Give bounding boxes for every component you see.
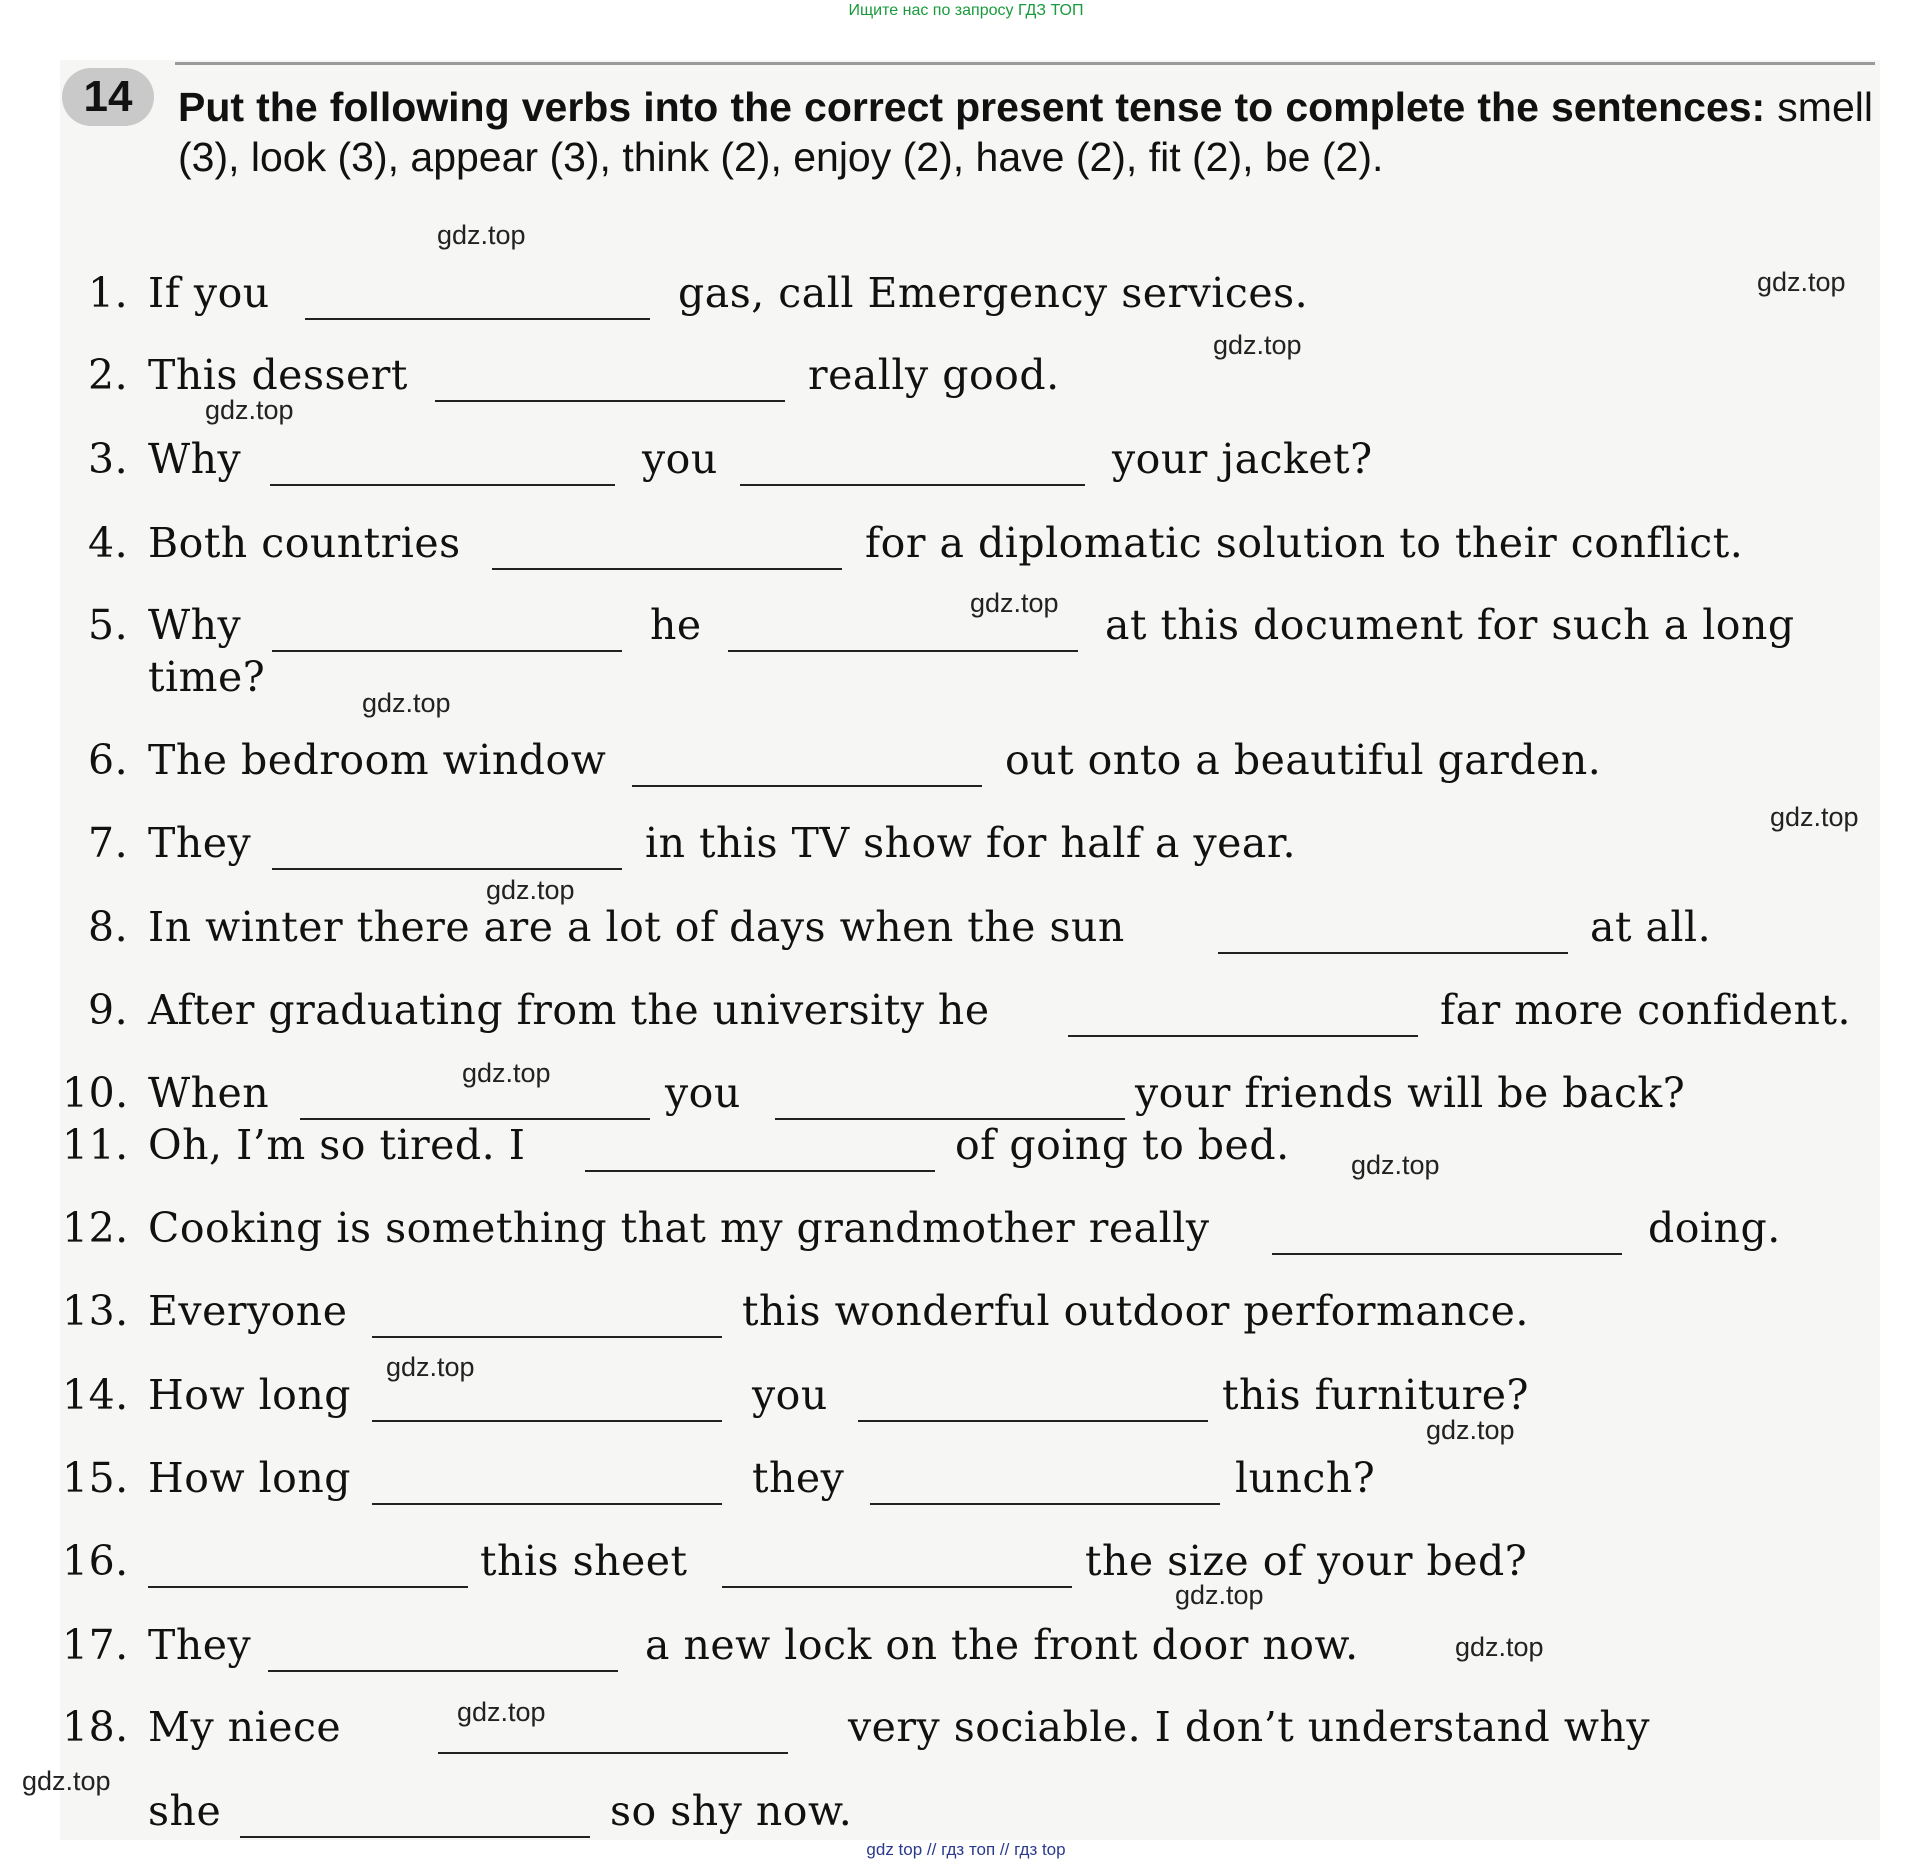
item-text: you: [665, 1069, 741, 1117]
item-text: If you: [148, 269, 270, 317]
item-number: 14.: [62, 1371, 129, 1419]
item-text: My niece: [148, 1703, 342, 1751]
item-number: 10.: [62, 1069, 129, 1117]
watermark: gdz.top: [462, 1058, 551, 1088]
footer-links[interactable]: gdz top // гдз топ // гдз top: [866, 1840, 1066, 1859]
item-text: so shy now.: [610, 1787, 853, 1835]
item-number: 11.: [62, 1121, 129, 1169]
item-text: very sociable. I don’t understand why: [848, 1703, 1650, 1751]
watermark: gdz.top: [437, 220, 526, 250]
answer-blank[interactable]: [870, 1503, 1220, 1505]
item-text: The bedroom window: [148, 736, 607, 784]
item-text: doing.: [1648, 1204, 1781, 1252]
item-number: 15.: [62, 1454, 129, 1502]
item-text: Both countries: [148, 519, 461, 567]
answer-blank[interactable]: [438, 1752, 788, 1754]
item-text: a new lock on the front door now.: [645, 1621, 1359, 1669]
item-text: They: [148, 1621, 252, 1669]
watermark: gdz.top: [1213, 330, 1302, 360]
exercise-number-badge: 14: [62, 68, 154, 126]
item-text: he: [650, 601, 702, 649]
item-text: Cooking is something that my grandmother really: [148, 1204, 1210, 1252]
answer-blank[interactable]: [492, 568, 842, 570]
answer-blank[interactable]: [272, 650, 622, 652]
answer-blank[interactable]: [1068, 1035, 1418, 1037]
answer-blank[interactable]: [1218, 952, 1568, 954]
item-number: 16.: [62, 1537, 129, 1585]
item-text: in this TV show for half a year.: [645, 819, 1296, 867]
answer-blank[interactable]: [1272, 1253, 1622, 1255]
answer-blank[interactable]: [585, 1170, 935, 1172]
item-text: your friends will be back?: [1135, 1069, 1686, 1117]
watermark: gdz.top: [1426, 1415, 1515, 1445]
instruction-verbs: smell (3), look (3), appear (3), think (2), enjoy (2), have (2), fit (2), be (2).: [178, 84, 1873, 180]
answer-blank[interactable]: [722, 1586, 1072, 1588]
item-text: your jacket?: [1112, 435, 1373, 483]
item-text: Why: [148, 435, 242, 483]
instruction-bold: Put the following verbs into the correct present tense to complete the sentences:: [178, 84, 1766, 130]
item-number: 8.: [88, 903, 129, 951]
answer-blank[interactable]: [240, 1836, 590, 1838]
item-number: 4.: [88, 519, 129, 567]
answer-blank[interactable]: [272, 868, 622, 870]
item-text: they: [752, 1454, 845, 1502]
item-number: 5.: [88, 601, 129, 649]
item-text: this sheet: [480, 1537, 688, 1585]
header-note[interactable]: Ищите нас по запросу ГДЗ ТОП: [848, 2, 1084, 19]
answer-blank[interactable]: [632, 785, 982, 787]
watermark: gdz.top: [1351, 1150, 1440, 1180]
item-text: at all.: [1590, 903, 1712, 951]
answer-blank[interactable]: [372, 1503, 722, 1505]
item-text: Oh, I’m so tired. I: [148, 1121, 526, 1169]
item-number: 1.: [88, 269, 129, 317]
item-text: After graduating from the university he: [148, 986, 990, 1034]
item-text: gas, call Emergency services.: [678, 269, 1309, 317]
item-text: far more confident.: [1440, 986, 1851, 1034]
item-text: this wonderful outdoor performance.: [742, 1287, 1529, 1335]
answer-blank[interactable]: [858, 1420, 1208, 1422]
answer-blank[interactable]: [435, 400, 785, 402]
item-text: really good.: [808, 351, 1060, 399]
item-text: she: [148, 1787, 222, 1835]
item-number: 13.: [62, 1287, 129, 1335]
answer-blank[interactable]: [305, 318, 650, 320]
answer-blank[interactable]: [372, 1420, 722, 1422]
item-number: 6.: [88, 736, 129, 784]
item-number: 7.: [88, 819, 129, 867]
divider-line: [175, 62, 1875, 65]
item-text: This dessert: [148, 351, 408, 399]
item-number: 17.: [62, 1621, 129, 1669]
item-text: this furniture?: [1222, 1371, 1529, 1419]
item-text: out onto a beautiful garden.: [1005, 736, 1602, 784]
item-number: 18.: [62, 1703, 129, 1751]
item-text: lunch?: [1235, 1454, 1376, 1502]
answer-blank[interactable]: [740, 484, 1085, 486]
watermark: gdz.top: [457, 1697, 546, 1727]
item-text: of going to bed.: [955, 1121, 1290, 1169]
item-text: When: [148, 1069, 270, 1117]
item-text: How long: [148, 1371, 352, 1419]
watermark: gdz.top: [1770, 802, 1859, 832]
item-text: How long: [148, 1454, 352, 1502]
watermark: gdz.top: [486, 875, 575, 905]
item-text: They: [148, 819, 252, 867]
watermark: gdz.top: [386, 1352, 475, 1382]
item-number: 9.: [88, 986, 129, 1034]
item-number: 12.: [62, 1204, 129, 1252]
answer-blank[interactable]: [270, 484, 615, 486]
item-text: you: [752, 1371, 828, 1419]
answer-blank[interactable]: [728, 650, 1078, 652]
answer-blank[interactable]: [268, 1670, 618, 1672]
item-text: for a diplomatic solution to their conflict.: [865, 519, 1744, 567]
item-text: In winter there are a lot of days when the sun: [148, 903, 1125, 951]
item-text: the size of your bed?: [1085, 1537, 1528, 1585]
watermark: gdz.top: [970, 588, 1059, 618]
answer-blank[interactable]: [148, 1586, 468, 1588]
exercise-instruction: [178, 82, 1873, 182]
watermark: gdz.top: [1757, 267, 1846, 297]
item-text: Why: [148, 601, 242, 649]
watermark: gdz.top: [205, 395, 294, 425]
item-text: you: [642, 435, 718, 483]
watermark: gdz.top: [362, 688, 451, 718]
item-number: 3.: [88, 435, 129, 483]
item-text: at this document for such a long: [1105, 601, 1795, 649]
watermark: gdz.top: [1175, 1580, 1264, 1610]
watermark: gdz.top: [22, 1766, 111, 1796]
answer-blank[interactable]: [372, 1336, 722, 1338]
item-number: 2.: [88, 351, 129, 399]
item-text: time?: [148, 653, 266, 701]
item-text: Everyone: [148, 1287, 348, 1335]
watermark: gdz.top: [1455, 1632, 1544, 1662]
